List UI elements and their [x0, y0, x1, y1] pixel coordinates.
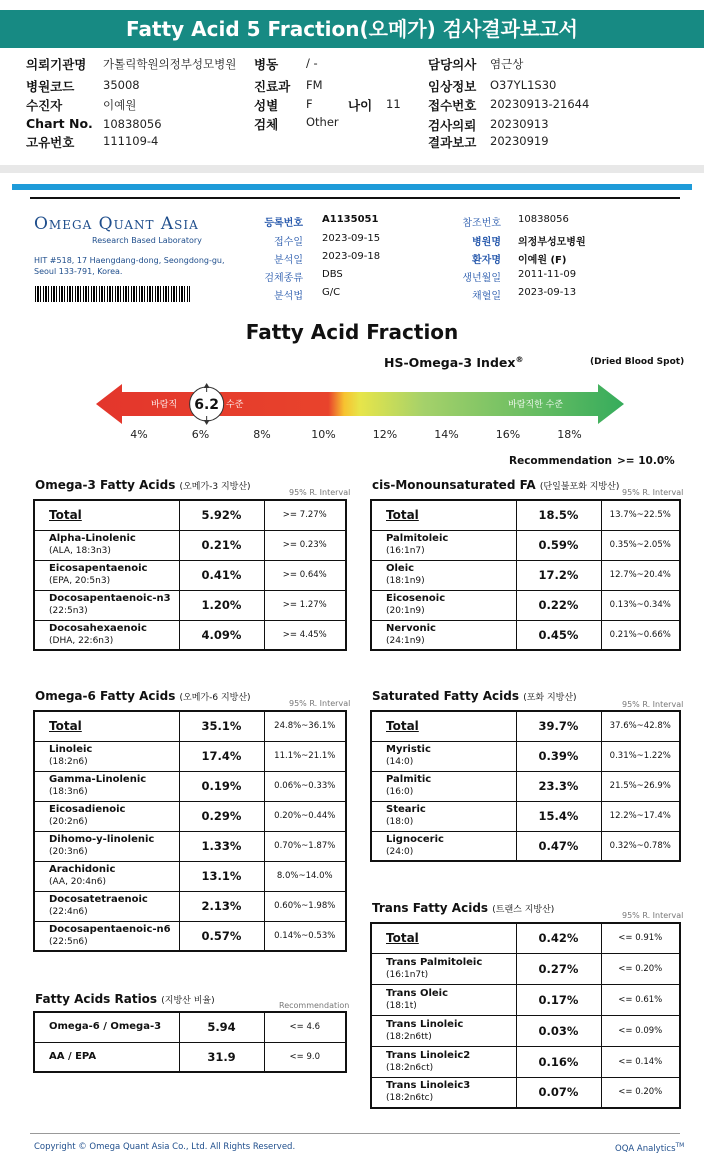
table-row [34, 1042, 346, 1072]
institution-value: 가톨릭학원의정부성모병원 [103, 57, 237, 71]
request-value: 20230913 [490, 117, 549, 131]
row-sub: (DHA, 22:6n3) [49, 635, 114, 646]
row-range: >= 4.45% [264, 620, 346, 650]
row-sub: (AA, 20:4n6) [49, 877, 106, 887]
report-date-label: 결과보고 [428, 135, 477, 150]
row-value: 0.17% [516, 984, 601, 1015]
scale-tick: 8% [253, 428, 271, 441]
row-label: Total [386, 931, 419, 946]
row-label: Lignoceric [386, 833, 444, 845]
barcode [35, 286, 190, 302]
row-name [34, 861, 179, 891]
scale-left-text-2: 수준 [226, 400, 244, 410]
lab-logo: Omega Quant Asia [34, 214, 199, 234]
row-value: 39.7% [516, 711, 601, 741]
row-sub: (EPA, 20:5n3) [49, 576, 111, 586]
row-range: 13.7%~22.5% [601, 500, 680, 530]
row-value: 1.33% [179, 831, 264, 861]
table-row [371, 771, 680, 801]
table-row [371, 530, 680, 560]
row-value: 1.20% [179, 590, 264, 620]
row-name [371, 530, 516, 560]
row-range: 11.1%~21.1% [264, 741, 346, 771]
sample-value: DBS [322, 269, 343, 280]
row-name [371, 953, 516, 984]
clinical-label: 임상정보 [428, 79, 477, 94]
ref-label: 참조번호 [462, 218, 501, 229]
row-label: Arachidonic [49, 864, 116, 875]
row-label: Palmitic [386, 774, 432, 785]
dob-label: 생년월일 [462, 273, 501, 284]
row-label: Docosapentaenoic-n6 [49, 923, 171, 935]
lab-address-2: Seoul 133-791, Korea. [34, 267, 123, 276]
top-rule [30, 197, 680, 199]
row-name [371, 1077, 516, 1108]
row-label: Oleic [386, 563, 415, 574]
row-sub: (24:1n9) [386, 635, 425, 646]
row-name [371, 1046, 516, 1077]
row-label: Trans Linoleic2 [386, 1049, 471, 1061]
row-sub: (18:2n6tc) [386, 1093, 434, 1104]
recommendation-value: >= 10.0% [617, 455, 675, 467]
hospital-code-value: 35008 [103, 78, 140, 92]
ref-value: 10838056 [518, 214, 569, 225]
row-sub: (16:1n7t) [386, 969, 429, 980]
row-range: <= 0.20% [601, 1077, 680, 1108]
row-label: Docosapentaenoic-n3 [49, 593, 171, 604]
scale-tick: 6% [191, 428, 210, 441]
row-name [34, 771, 179, 801]
row-name [34, 891, 179, 921]
trans-title: Trans Fatty Acids (트랜스 지방산) [372, 901, 555, 915]
scale-left-text: 바람직 [151, 400, 178, 410]
report-title: Fatty Acid 5 Fraction(오메가) 검사결과보고서 [0, 10, 704, 48]
row-value: 0.16% [516, 1046, 601, 1077]
row-name [371, 1015, 516, 1046]
row-label: Omega-6 / Omega-3 [49, 1021, 162, 1033]
trans-table [370, 922, 681, 1109]
row-name [371, 923, 516, 953]
row-value: 5.94 [179, 1012, 264, 1042]
table-row [34, 1012, 346, 1042]
sex-label: 성별 [254, 98, 279, 113]
pname-label: 환자명 [472, 255, 501, 266]
scale-right-text: 바람직한 수준 [508, 400, 564, 410]
reg-label: 등록번호 [264, 218, 303, 229]
age-value: 11 [386, 97, 401, 111]
chart-label: Chart No. [26, 116, 93, 131]
row-value: 0.45% [516, 620, 601, 650]
row-value: 0.21% [179, 530, 264, 560]
row-label: Alpha-Linolenic [49, 533, 136, 544]
row-value: 17.4% [179, 741, 264, 771]
row-sub: (18:1t) [386, 1000, 417, 1011]
table-row [371, 560, 680, 590]
table-row [34, 500, 346, 530]
omega3-title: Omega-3 Fatty Acids (오메가-3 지방산) [35, 478, 251, 492]
row-label: Linoleic [49, 744, 93, 755]
row-sub: (22:5n6) [49, 936, 88, 947]
row-label: Palmitoleic [386, 533, 449, 544]
row-label: Docosahexaenoic [49, 622, 147, 634]
row-name [34, 530, 179, 560]
row-value: 0.19% [179, 771, 264, 801]
dbs-note: (Dried Blood Spot) [590, 357, 685, 367]
row-label: Trans Palmitoleic [386, 956, 483, 968]
row-label: Myristic [386, 744, 431, 755]
row-sub: (16:0) [386, 787, 414, 797]
row-name [34, 500, 179, 530]
row-range: <= 0.09% [601, 1015, 680, 1046]
row-sub: (22:5n3) [49, 606, 88, 616]
row-name [34, 741, 179, 771]
table-row [371, 923, 680, 953]
row-range: >= 0.64% [264, 560, 346, 590]
row-name [34, 831, 179, 861]
row-name [34, 560, 179, 590]
table-row [34, 801, 346, 831]
omega6-title: Omega-6 Fatty Acids (오메가-6 지방산) [35, 689, 251, 703]
row-label: AA / EPA [49, 1050, 97, 1062]
row-label: Trans Oleic [386, 987, 449, 999]
table-row [371, 1015, 680, 1046]
omega6-table [33, 710, 347, 952]
table-row [371, 831, 680, 861]
table-row [34, 530, 346, 560]
row-name [371, 831, 516, 861]
row-value: 31.9 [179, 1042, 264, 1072]
row-value: 2.13% [179, 891, 264, 921]
chart-value: 10838056 [103, 117, 162, 131]
ratios-title: Fatty Acids Ratios (지방산 비율) [35, 992, 215, 1006]
method-value: G/C [322, 287, 341, 298]
hosp-value: 의정부성모병원 [518, 237, 586, 248]
row-name [371, 771, 516, 801]
row-range: 24.8%~36.1% [264, 711, 346, 741]
row-value: 0.59% [516, 530, 601, 560]
row-value: 17.2% [516, 560, 601, 590]
table-row [34, 620, 346, 650]
row-sub: (24:0) [386, 846, 414, 857]
row-name [34, 1012, 179, 1042]
row-sub: (18:2n6) [49, 757, 88, 767]
row-name [34, 590, 179, 620]
separator [0, 165, 704, 173]
doctor-label: 담당의사 [428, 57, 477, 72]
specimen-value: Other [306, 115, 339, 129]
row-label: Stearic [386, 804, 426, 815]
cismono-table [370, 499, 681, 651]
row-label: Gamma-Linolenic [49, 774, 147, 785]
row-sub: (22:4n6) [49, 907, 88, 917]
cismono-title: cis-Monounsaturated FA (단일불포화 지방산) [372, 478, 620, 492]
scale-tick: 14% [434, 428, 459, 441]
scale-tick: 12% [372, 428, 398, 441]
table-row [34, 831, 346, 861]
row-range: 12.2%~17.4% [601, 801, 680, 831]
scale-tick: 10% [311, 428, 336, 441]
analyzed-label: 분석일 [274, 255, 303, 266]
row-value: 5.92% [179, 500, 264, 530]
table-row [34, 560, 346, 590]
row-name [34, 801, 179, 831]
row-value: 0.22% [516, 590, 601, 620]
ward-value: / - [306, 56, 318, 70]
row-label: Total [49, 719, 82, 734]
age-label: 나이 [348, 98, 373, 113]
omega3-table [33, 499, 347, 651]
row-name [34, 620, 179, 650]
row-range: <= 0.61% [601, 984, 680, 1015]
row-range: <= 0.14% [601, 1046, 680, 1077]
fraction-title: Fatty Acid Fraction [245, 320, 459, 344]
row-value: 0.27% [516, 953, 601, 984]
doctor-value: 염근상 [490, 57, 524, 71]
hospital-code-label: 병원코드 [26, 79, 75, 94]
row-name [371, 590, 516, 620]
specimen-label: 검체 [254, 117, 279, 132]
footer-rule [30, 1133, 680, 1134]
omega6-interval-label: 95% R. Interval [289, 699, 351, 708]
row-value: 0.39% [516, 741, 601, 771]
row-value: 0.42% [516, 923, 601, 953]
row-label: Total [49, 508, 82, 523]
row-name [371, 984, 516, 1015]
row-label: Trans Linoleic3 [386, 1080, 471, 1092]
index-label: HS-Omega-3 Index® [384, 355, 524, 371]
sample-label: 검체종류 [264, 273, 303, 284]
table-row [34, 590, 346, 620]
institution-label: 의뢰기관명 [26, 57, 87, 72]
row-value: 23.3% [516, 771, 601, 801]
received-value: 2023-09-15 [322, 233, 381, 244]
table-row [371, 500, 680, 530]
row-label: Total [386, 508, 419, 523]
row-sub: (18:2n6tt) [386, 1031, 432, 1042]
row-name [34, 1042, 179, 1072]
ward-label: 병동 [254, 57, 279, 72]
row-label: Dihomo-y-linolenic [49, 834, 155, 845]
clinical-value: O37YL1S30 [490, 78, 557, 92]
index-marker [190, 383, 224, 425]
row-value: 15.4% [516, 801, 601, 831]
row-range: 0.20%~0.44% [264, 801, 346, 831]
table-row [34, 711, 346, 741]
recommendation-label: Recommendation [509, 455, 613, 467]
row-sub: (16:1n7) [386, 546, 425, 556]
row-range: 0.32%~0.78% [601, 831, 680, 861]
table-row [371, 984, 680, 1015]
copyright: Copyright © Omega Quant Asia Co., Ltd. All Rights Reserved. [34, 1142, 296, 1152]
row-range: 0.14%~0.53% [264, 921, 346, 951]
row-sub: (20:3n6) [49, 847, 88, 857]
row-range: 37.6%~42.8% [601, 711, 680, 741]
row-name [371, 801, 516, 831]
table-row [34, 921, 346, 951]
report-date-value: 20230919 [490, 134, 549, 148]
receipt-label: 접수번호 [428, 98, 477, 113]
table-row [371, 801, 680, 831]
row-range: 0.70%~1.87% [264, 831, 346, 861]
saturated-interval-label: 95% R. Interval [622, 700, 684, 709]
hosp-label: 병원명 [472, 237, 501, 248]
row-range: <= 0.91% [601, 923, 680, 953]
row-range: >= 1.27% [264, 590, 346, 620]
received-label: 접수일 [274, 237, 303, 248]
row-range: 0.60%~1.98% [264, 891, 346, 921]
patient-value: 이예원 [103, 98, 137, 112]
row-sub: (18:3n6) [49, 787, 88, 797]
row-range: 0.06%~0.33% [264, 771, 346, 801]
sex-value: F [306, 97, 313, 111]
row-range: <= 4.6 [264, 1012, 346, 1042]
lab-tagline: Research Based Laboratory [92, 236, 202, 245]
scale-tick: 16% [495, 428, 521, 441]
row-range: 8.0%~14.0% [264, 861, 346, 891]
patient-label: 수진자 [26, 98, 63, 113]
blue-rule [12, 184, 692, 190]
row-value: 0.47% [516, 831, 601, 861]
table-row [371, 741, 680, 771]
table-row [371, 711, 680, 741]
row-range: 0.31%~1.22% [601, 741, 680, 771]
row-value: 4.09% [179, 620, 264, 650]
analyzed-value: 2023-09-18 [322, 251, 381, 262]
table-row [371, 953, 680, 984]
lab-address-1: HIT #518, 17 Haengdang-dong, Seongdong-gu, [34, 256, 225, 265]
row-value: 0.03% [516, 1015, 601, 1046]
row-label: Total [386, 719, 419, 734]
row-name [371, 741, 516, 771]
scale-tick: 18% [557, 428, 582, 441]
row-range: 0.35%~2.05% [601, 530, 680, 560]
pname-value: 이예원 (F) [518, 255, 567, 266]
row-sub: (14:0) [386, 757, 414, 767]
row-range: >= 7.27% [264, 500, 346, 530]
row-name [371, 620, 516, 650]
table-row [34, 771, 346, 801]
reg-value: A1135051 [322, 214, 379, 225]
receipt-value: 20230913-21644 [490, 97, 590, 111]
collect-value: 2023-09-13 [518, 287, 577, 298]
ratios-table [33, 1011, 347, 1073]
row-value: 18.5% [516, 500, 601, 530]
dept-value: FM [306, 78, 323, 92]
row-value: 0.07% [516, 1077, 601, 1108]
row-label: Eicosapentaenoic [49, 563, 148, 574]
table-row [371, 1046, 680, 1077]
row-name [371, 500, 516, 530]
row-label: Nervonic [386, 622, 436, 634]
table-row [34, 891, 346, 921]
row-sub: (18:0) [386, 817, 414, 827]
row-range: <= 0.20% [601, 953, 680, 984]
row-sub: (18:2n6ct) [386, 1062, 434, 1073]
row-range: 21.5%~26.9% [601, 771, 680, 801]
table-row [34, 741, 346, 771]
dob-value: 2011-11-09 [518, 269, 577, 280]
row-range: <= 9.0 [264, 1042, 346, 1072]
row-sub: (20:1n9) [386, 606, 425, 616]
method-label: 분석법 [274, 291, 303, 302]
row-name [371, 711, 516, 741]
table-row [34, 861, 346, 891]
row-sub: (18:1n9) [386, 576, 425, 586]
row-label: Eicosadienoic [49, 804, 126, 815]
saturated-table [370, 710, 681, 862]
collect-label: 채혈일 [472, 291, 501, 302]
row-range: 0.21%~0.66% [601, 620, 680, 650]
row-name [34, 711, 179, 741]
row-name [371, 560, 516, 590]
row-range: 12.7%~20.4% [601, 560, 680, 590]
omega3-interval-label: 95% R. Interval [289, 488, 351, 497]
row-name [34, 921, 179, 951]
request-label: 검사의뢰 [428, 118, 477, 133]
row-value: 0.41% [179, 560, 264, 590]
dept-label: 진료과 [254, 79, 291, 94]
index-value: 6.2 [194, 397, 220, 413]
saturated-title: Saturated Fatty Acids (포화 지방산) [372, 689, 577, 703]
row-value: 13.1% [179, 861, 264, 891]
row-value: 0.29% [179, 801, 264, 831]
table-row [371, 1077, 680, 1108]
unique-label: 고유번호 [26, 135, 75, 150]
row-range: 0.13%~0.34% [601, 590, 680, 620]
row-label: Eicosenoic [386, 593, 446, 604]
row-range: >= 0.23% [264, 530, 346, 560]
table-row [371, 590, 680, 620]
brand: OQA Analytics™ [615, 1142, 685, 1154]
row-sub: (ALA, 18:3n3) [49, 546, 111, 556]
trans-interval-label: 95% R. Interval [622, 911, 684, 920]
scale-tick: 4% [130, 428, 148, 441]
row-label: Docosatetraenoic [49, 894, 148, 905]
table-row [371, 620, 680, 650]
ratios-rec-label: Recommendation [279, 1001, 350, 1010]
cismono-interval-label: 95% R. Interval [622, 488, 684, 497]
row-value: 0.57% [179, 921, 264, 951]
row-label: Trans Linoleic [386, 1018, 464, 1030]
unique-value: 111109-4 [103, 134, 159, 148]
row-sub: (20:2n6) [49, 817, 88, 827]
row-value: 35.1% [179, 711, 264, 741]
